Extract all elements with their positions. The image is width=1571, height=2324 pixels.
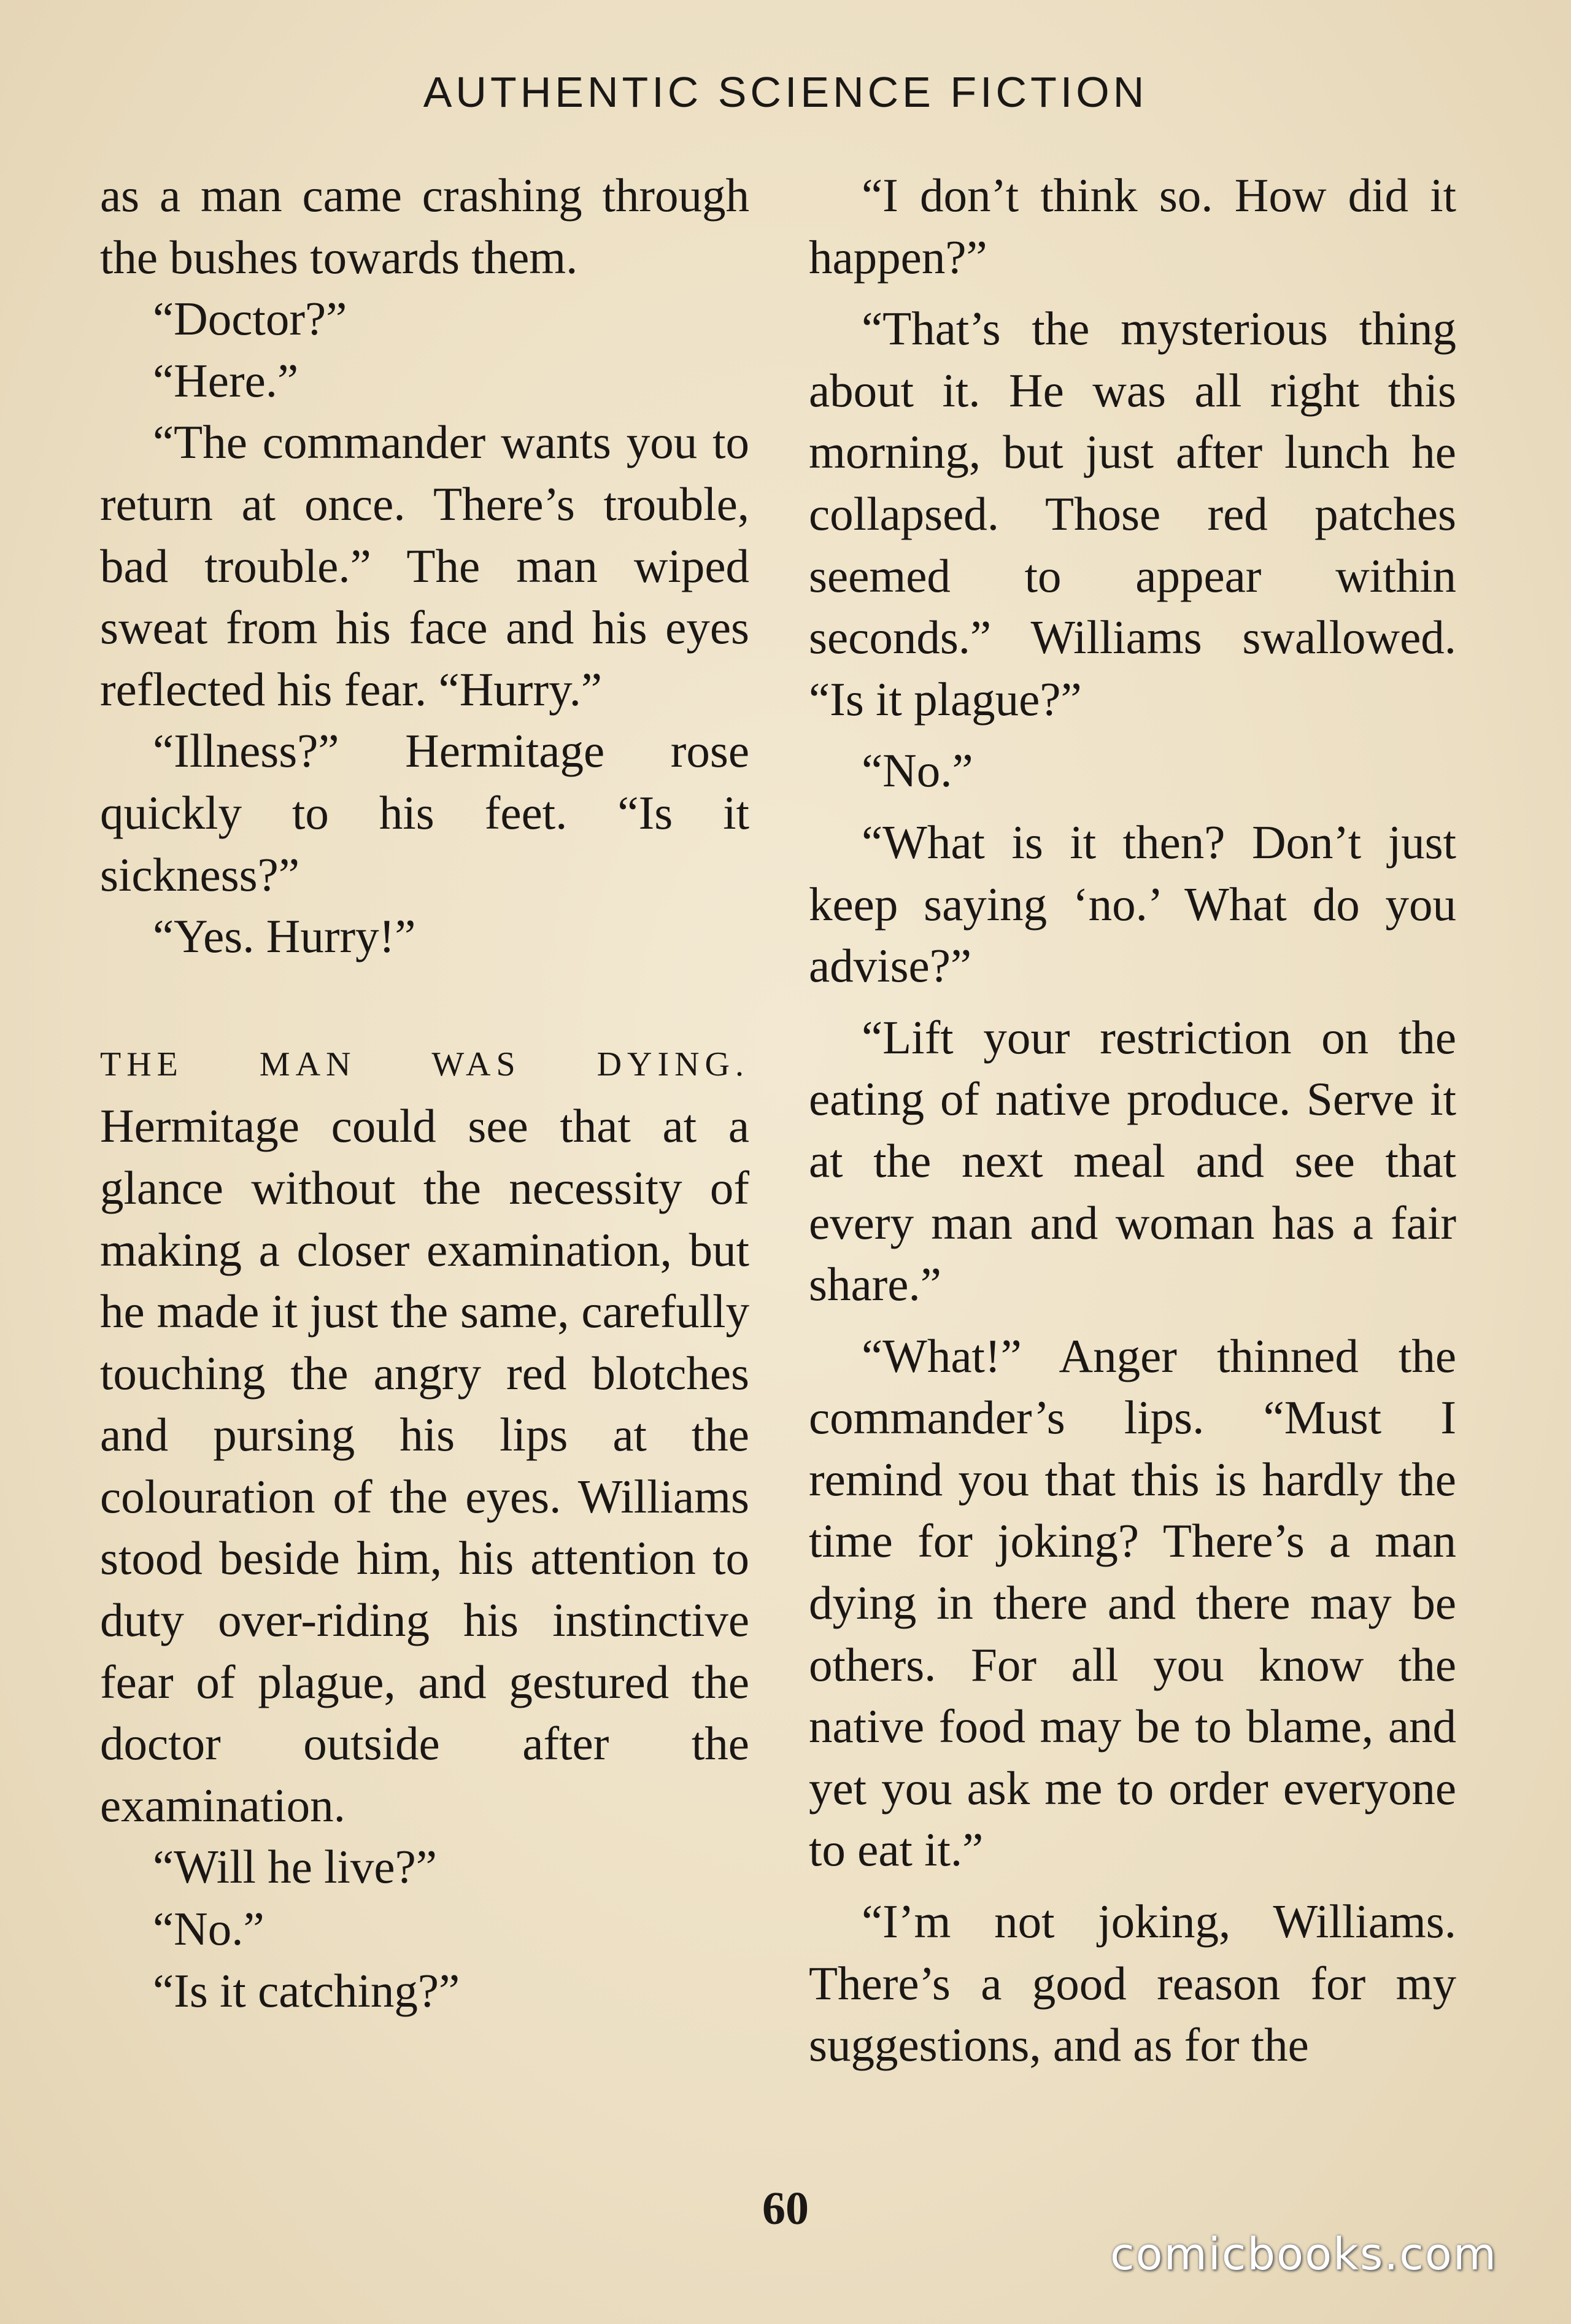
paragraph: “Lift your restriction on the eating of native produce. Serve it at the next meal and see that every man and woman has a fair share.”	[809, 1010, 1456, 1311]
paragraph: “No.”	[153, 1902, 264, 1956]
section-lead-in: THE MAN WAS DYING.	[100, 1045, 749, 1083]
running-head: AUTHENTIC SCIENCE FICTION	[423, 68, 1148, 116]
paragraph: “Illness?” Hermitage rose quickly to his feet. “Is it sickness?”	[100, 724, 749, 901]
left-column	[100, 165, 749, 2021]
section-text: Hermitage could see that at a glance without the necessity of making a closer examination, but he made it just the same, carefully touching the angry red blotches and pursing his lips at the colouration of the eyes. Williams stood beside him, his attention to duty over-riding his instinctive fear of plague, and gestured the doctor outside after the examination.	[100, 1099, 749, 1832]
page-number: 60	[762, 2183, 809, 2234]
paragraph: “What is it then? Don’t just keep saying ‘no.’ What do you advise?”	[809, 815, 1456, 993]
paragraph: “Will he live?”	[153, 1840, 437, 1894]
paragraph: “I’m not joking, Williams. There’s a good reason for my suggestions, and as for the	[809, 1895, 1456, 2072]
paragraph: “Yes. Hurry!”	[153, 910, 416, 963]
paragraph: “The commander wants you to return at once. There’s trouble, bad trouble.” The man wiped sweat from his face and his eyes reflected his fear. “Hurry.”	[100, 416, 749, 716]
watermark: comicbooks.com	[1110, 2228, 1497, 2280]
paragraph: as a man came crashing through the bushes towards them.	[100, 169, 749, 284]
paragraph: “I don’t think so. How did it happen?”	[809, 169, 1456, 284]
paragraph: “That’s the mysterious thing about it. He was all right this morning, but just after lunch he collapsed. Those red patches seemed to appear within seconds.” Williams swallowed. “Is it plague?”	[809, 302, 1456, 726]
paragraph: “Is it catching?”	[153, 1964, 460, 2017]
paragraph: “No.”	[862, 744, 973, 797]
paragraph: “What!” Anger thinned the commander’s lips. “Must I remind you that this is hardly the time for joking? There’s a man dying in there and there may be others. For all you know the native food may be to blame, and yet you ask me to order everyone to eat it.”	[809, 1329, 1456, 1877]
paragraph: “Here.”	[153, 354, 299, 407]
paragraph: “Doctor?”	[153, 292, 347, 346]
section-opening-paragraph	[100, 1029, 749, 1837]
right-column	[809, 165, 1456, 2076]
